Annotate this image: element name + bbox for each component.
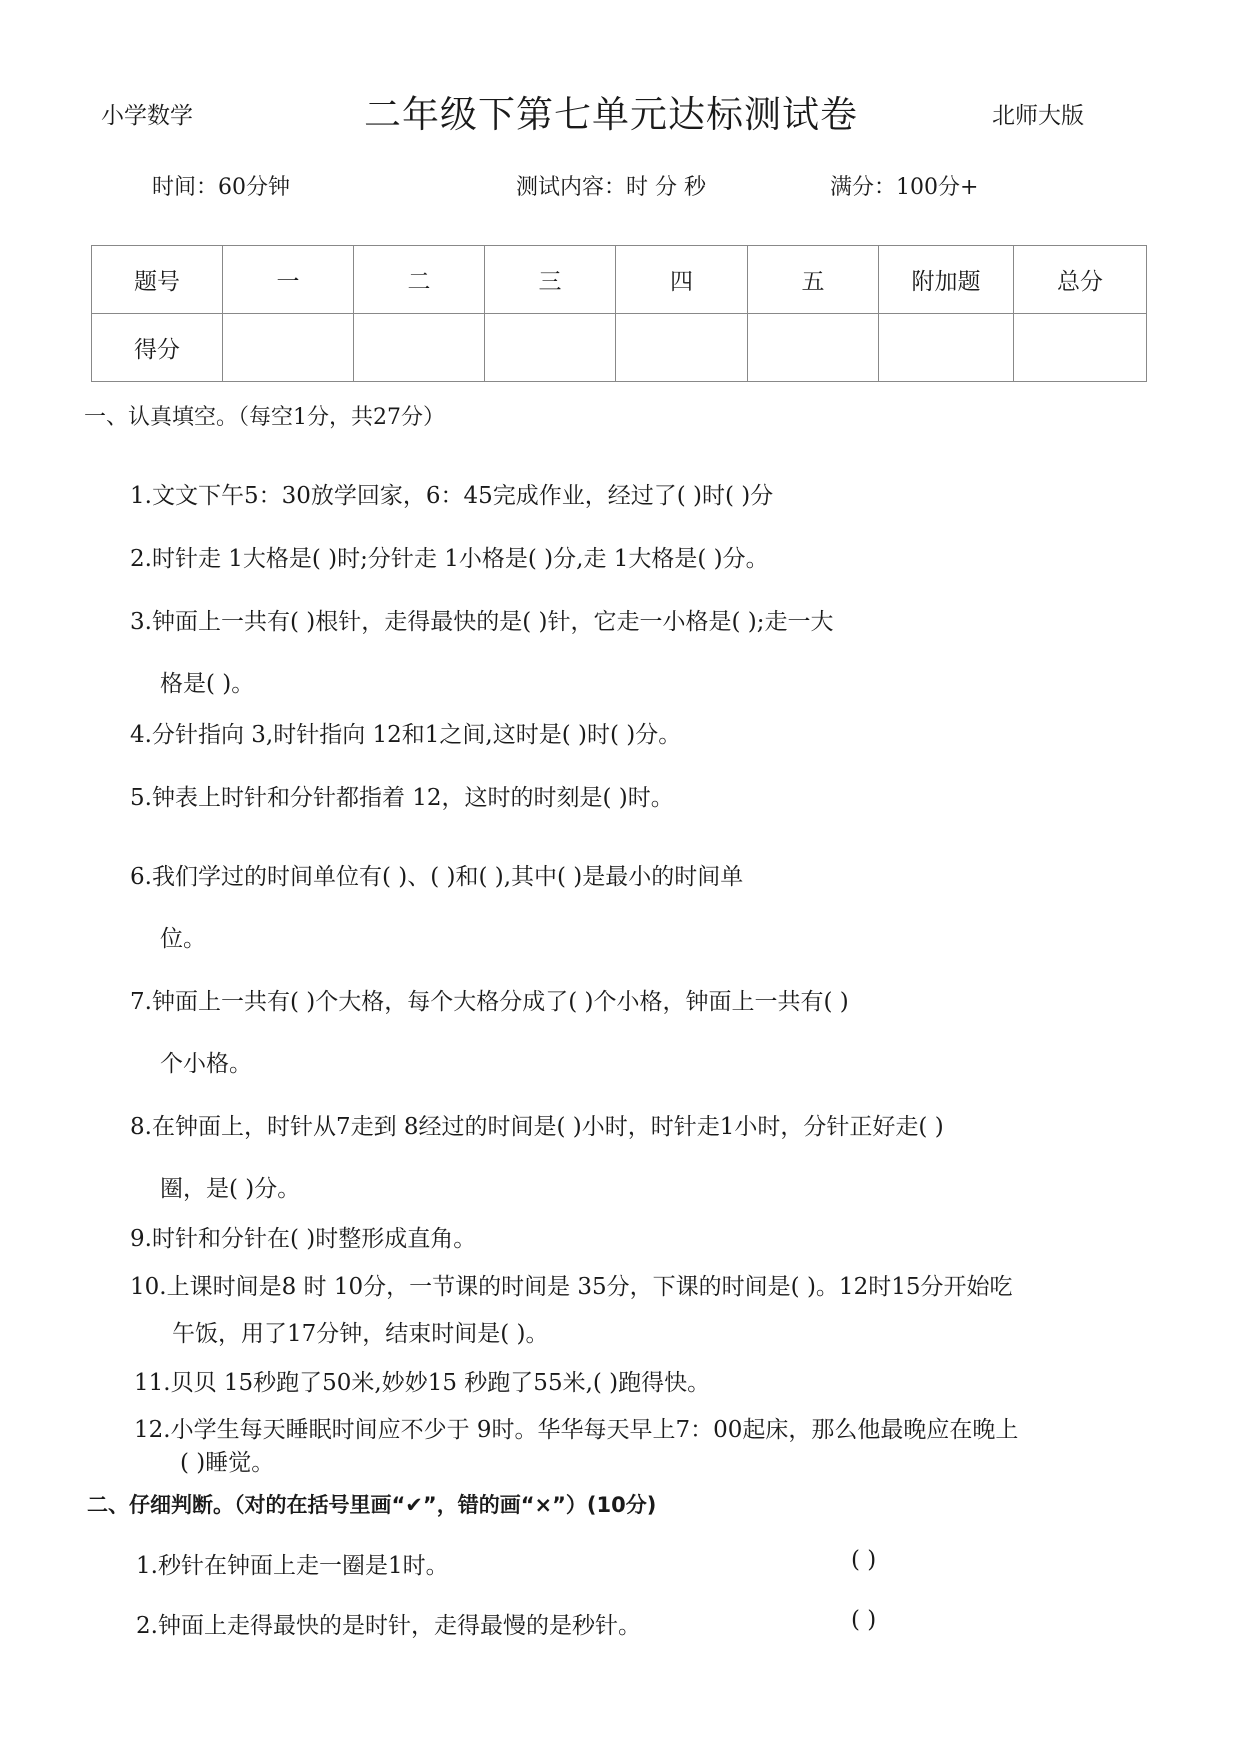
full-score-info: 满分：100分+ <box>830 175 979 200</box>
table-row <box>92 314 1147 382</box>
question-10-cont: 午饭，用了17分钟，结束时间是( )。 <box>172 1321 549 1347</box>
score-cell[interactable] <box>223 314 354 382</box>
score-cell[interactable] <box>616 314 748 382</box>
question-12-cont: ( )睡觉。 <box>180 1450 275 1476</box>
question-2: 2.时针走 1大格是( )时;分针走 1小格是( )分,走 1大格是( )分。 <box>130 546 769 572</box>
score-cell[interactable] <box>1014 314 1147 382</box>
question-8: 8.在钟面上，时针从7走到 8经过的时间是( )小时，时针走1小时，分针正好走( ) <box>130 1114 944 1140</box>
judge-answer-2[interactable]: ( ) <box>851 1607 877 1633</box>
question-7-cont: 个小格。 <box>160 1051 252 1077</box>
table-cell: 附加题 <box>879 246 1014 314</box>
question-1: 1.文文下午5：30放学回家，6：45完成作业，经过了( )时( )分 <box>130 483 774 509</box>
table-cell: 题号 <box>92 246 223 314</box>
table-cell: 总分 <box>1014 246 1147 314</box>
question-4: 4.分针指向 3,时针指向 12和1之间,这时是( )时( )分。 <box>130 722 682 748</box>
score-cell[interactable] <box>485 314 616 382</box>
question-8-cont: 圈，是( )分。 <box>160 1176 301 1202</box>
judge-question-1: 1.秒针在钟面上走一圈是1时。 <box>136 1553 449 1579</box>
question-5: 5.钟表上时针和分针都指着 12，这时的时刻是( )时。 <box>130 785 674 811</box>
question-6-cont: 位。 <box>160 926 206 952</box>
page-title: 二年级下第七单元达标测试卷 <box>364 93 858 136</box>
question-6: 6.我们学过的时间单位有( )、( )和( ),其中( )是最小的时间单 <box>130 864 744 890</box>
table-cell: 五 <box>748 246 879 314</box>
table-cell: 一 <box>223 246 354 314</box>
subject-label: 小学数学 <box>101 103 193 129</box>
table-cell: 四 <box>616 246 748 314</box>
edition-label: 北师大版 <box>992 103 1084 129</box>
content-info: 测试内容：时 分 秒 <box>516 175 706 200</box>
judge-question-2: 2.钟面上走得最快的是时针，走得最慢的是秒针。 <box>136 1613 641 1639</box>
table-cell: 得分 <box>92 314 223 382</box>
time-info: 时间：60分钟 <box>152 175 290 200</box>
question-3-cont: 格是( )。 <box>160 671 255 697</box>
question-11: 11.贝贝 15秒跑了50米,妙妙15 秒跑了55米,( )跑得快。 <box>134 1370 711 1396</box>
table-cell: 三 <box>485 246 616 314</box>
question-7: 7.钟面上一共有( )个大格，每个大格分成了( )个小格，钟面上一共有( ) <box>130 989 849 1015</box>
table-row <box>92 246 1147 314</box>
question-10: 10.上课时间是8 时 10分，一节课的时间是 35分，下课的时间是( )。12时15分开始吃 <box>130 1274 1013 1300</box>
score-cell[interactable] <box>879 314 1014 382</box>
score-cell[interactable] <box>354 314 485 382</box>
score-cell[interactable] <box>748 314 879 382</box>
question-12: 12.小学生每天睡眠时间应不少于 9时。华华每天早上7：00起床，那么他最晚应在晚上 <box>134 1417 1019 1443</box>
judge-answer-1[interactable]: ( ) <box>851 1547 877 1573</box>
section1-heading: 一、认真填空。（每空1分，共27分） <box>84 405 445 430</box>
score-table <box>91 245 1147 382</box>
question-9: 9.时针和分针在( )时整形成直角。 <box>130 1226 477 1252</box>
section2-heading: 二、仔细判断。（对的在括号里画“✔”，错的画“×”）(10分) <box>87 1493 657 1517</box>
question-3: 3.钟面上一共有( )根针，走得最快的是( )针，它走一小格是( );走一大 <box>130 609 834 635</box>
table-cell: 二 <box>354 246 485 314</box>
